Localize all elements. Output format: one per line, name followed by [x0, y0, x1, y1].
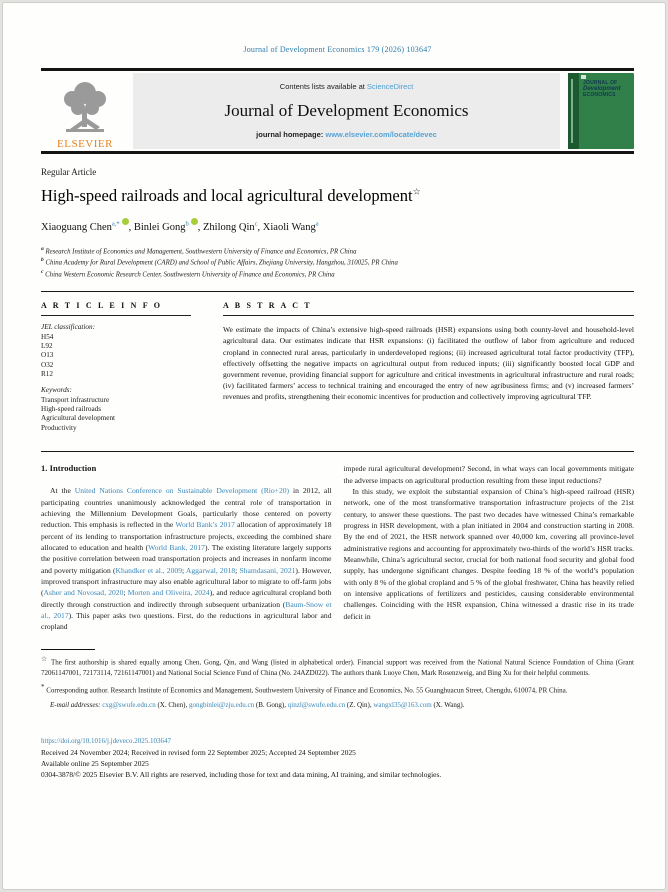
author-2-affil-sup: b [185, 220, 189, 227]
footnote-corresponding-author: * Corresponding author. Research Institute of Economics and Management, Southwestern University of Finance and Economics, No. 55 Guanghuacun Street, Chengdu, 610074, PR China. [41, 682, 568, 695]
text-segment: (B. Gong), [254, 700, 288, 709]
jel-label: JEL classification: [41, 323, 95, 332]
author-3[interactable]: Zhilong Qin$^c$, [203, 220, 263, 233]
text-segment: ; [123, 588, 128, 598]
text-segment: ). This paper asks two questions. First, do the reductions in agricultural labor and cropland [41, 611, 332, 632]
cover-title: JOURNAL OF Development ECONOMICS [583, 80, 621, 98]
cover-spine [568, 73, 579, 149]
jel-code: H54 [41, 332, 54, 341]
page-sheet [2, 2, 666, 890]
journal-header [41, 71, 634, 151]
author-1[interactable]: Xiaoguang Chen$^{a,*}$ , [41, 220, 134, 233]
jel-code: O32 [41, 360, 54, 369]
jel-code: O13 [41, 351, 54, 360]
jel-code: R12 [41, 369, 53, 378]
body-right-column [344, 463, 635, 632]
paper-title: High-speed railroads and local agricultural development☆ [41, 186, 421, 205]
keyword: Productivity [41, 423, 77, 432]
cover-notch [581, 75, 586, 79]
inline-link[interactable]: Morten and Oliveira, 2024 [127, 588, 210, 598]
copyright-line: 0304-3878/© 2025 Elsevier B.V. All rights are reserved, including those for text and data mining, AI training, and similar technologies. [41, 770, 442, 780]
inline-link[interactable]: Aggarwal, 2018 [185, 565, 236, 575]
text-segment: (X. Chen), [155, 700, 189, 709]
keyword: Agricultural development [41, 414, 116, 423]
article-info-heading: A R T I C L E I N F O [41, 300, 163, 310]
keyword: High-speed railroads [41, 405, 102, 414]
abstract-underline [223, 315, 634, 316]
inline-link[interactable]: World Bank’s 2017 [175, 520, 235, 530]
article-type-label: Regular Article [41, 167, 97, 177]
inline-link[interactable]: wangxl35@163.com [373, 700, 432, 709]
author-2[interactable]: Binlei Gong$^b$ , [133, 220, 204, 233]
journal-cover-thumbnail[interactable] [568, 73, 634, 149]
article-info-underline [41, 315, 191, 316]
info-abstract-block [41, 292, 634, 440]
inline-link[interactable]: cxg@swufe.edu.cn [102, 700, 156, 709]
article-footer [41, 736, 634, 780]
sciencedirect-link[interactable]: ScienceDirect [366, 82, 414, 91]
text-segment: ). The existing literature largely supports the positive correlation between road transportation projects and increases in nonfarm income and poverty mitigation ( [41, 543, 332, 575]
homepage-url-link[interactable]: www.elsevier.com/locate/devec [325, 130, 437, 139]
abstract-column [209, 301, 634, 440]
text-segment: ), and reduce agricultural cropland both directly through construction and indirectly through subsequent urbanization ( [41, 588, 332, 609]
intro-paragraph-1-continued: impede rural agricultural development? Second, in what ways can local governments mitigate the adverse impacts on agricultural production resulting from these input reductions? [343, 464, 634, 485]
text-segment: in 2012, all participating countries unanimously acknowledged the central role of transportation in achieving the Millennium Development Goals, particularly those centered on poverty reduction. This emphasis is reflected in the [41, 486, 332, 530]
abstract-heading: A B S T R A C T [223, 300, 312, 310]
affiliation-b: $^b$ China Academy for Rural Development (CARD) and School of Public Affairs, Zhejiang University, Hangzhou, 310025, PR China [41, 257, 398, 267]
inline-link[interactable]: gongbinlei@zju.edu.cn [188, 700, 255, 709]
keywords-label: Keywords: [41, 386, 72, 395]
title-footnote-mark[interactable]: ☆ [412, 186, 421, 197]
header-bottom-rule [41, 151, 634, 154]
author-3-affil-sup: c [254, 220, 258, 227]
body-columns [41, 463, 634, 632]
author-1-affil-sup: a,* [111, 220, 120, 227]
text-segment: At the [50, 486, 75, 496]
info-block-bottom-rule [41, 451, 634, 452]
elsevier-logo [41, 71, 133, 151]
intro-paragraph-2: In this study, we exploit the substantial expansion of China’s high-speed railroad (HSR) network, one of the most transformative transportation infrastructure projects of the 21st century, to answer these questions. The past two decades have witnessed China’s remarkable progress in HSR development, with a plan initiated in 2004 and construction starting in 2008. By the end of 2021, the HSR network spanned over 40,000 km, covering all province-level administrative regions and accounting for approximately two-thirds of the world’s HSR tracks. Meanwhile, China’s agricultural sector, crucial for both national food security and global food supply, has undergone significant changes. Despite feeding 18 % of the world’s population with only 8 % of the global cropland and 5 % of the global freshwater, China has heavily relied on intensive applications of fertilizers and pesticides, causing considerable environmental challenges. Coinciding with the HSR expansion, China witnessed a drastic rise in its trade deficit in [343, 486, 634, 621]
keyword: Transport infrastructure [41, 395, 110, 404]
footnote-funding: ☆ The first authorship is shared equally among Chen, Gong, Qin, and Wang (listed in alphabetical order). Financial support was received from the National Natural Science Foundation of China (Grant 72061147001, 72173114, 72161147001) and National Social Science Fund of China (No. 24AZD022). The authors thank Luoye Chen, Mark Rosenzweig, and Bing Xu for their helpful comments. [41, 654, 634, 677]
inline-link[interactable]: United Nations Conference on Sustainable Development (Rio+20) [74, 486, 290, 496]
header-band [133, 73, 560, 149]
contents-line [139, 82, 554, 91]
abstract-text: We estimate the impacts of China’s extensive high-speed railroads (HSR) expansions using both county-level and household-level agricultural data. Our estimates indicate that HSR expansions: (i) facilitated the outflow of labor from agriculture and reduced cropland in connected rural areas, particularly in underdeveloped regions; (ii) increased agricultural total factor productivity (TFP), effectively offsetting the negative impacts on agricultural output from reduced inputs; (iii) significantly boosted local GDP and government revenue, providing financial support for agriculture and critical investments in agricultural infrastructure and rural roads; (iv) facilitated farmers’ access to technical training and encouraged the entry of new agribusiness firms; and (v) increased farmers’ revenues and profits, strengthening their economic incentives for production and collectively improving agricultural TFP. [223, 325, 634, 402]
inline-link[interactable]: Asher and Novosad, 2020 [43, 588, 124, 598]
contents-prefix: Contents lists available at [279, 82, 367, 91]
cover-spine-stripe [571, 79, 573, 143]
inline-link[interactable]: World Bank, 2017 [148, 543, 205, 553]
author-list [41, 218, 634, 233]
intro-paragraph-1 [41, 485, 332, 632]
text-segment: E-mail addresses: [50, 700, 103, 709]
body-left-column [41, 463, 332, 632]
journal-title: Journal of Development Economics [224, 100, 469, 120]
footnote-divider [41, 649, 95, 650]
affiliation-a: $^a$ Research Institute of Economics and Management, Southwestern University of Finance and Economics, PR China [41, 245, 357, 255]
text-segment: ; [182, 565, 186, 575]
footnote-emails [41, 700, 634, 710]
text-segment: (X. Wang). [431, 700, 465, 709]
article-info-column [41, 301, 209, 440]
text-segment: allocation of approximately 18 percent of its lending to transportation infrastructure projects, exceeding the combined share allocated to education and health ( [41, 520, 332, 553]
received-dates: Received 24 November 2024; Received in revised form 22 September 2025; Accepted 24 September 2025 [41, 748, 356, 758]
available-online: Available online 25 September 2025 [41, 759, 149, 769]
inline-link[interactable]: qinzl@swufe.edu.cn [287, 700, 346, 709]
inline-link[interactable]: Khandker et al., 2009 [115, 565, 182, 575]
elsevier-tree-icon [58, 79, 112, 137]
elsevier-wordmark: ELSEVIER [57, 138, 113, 150]
running-head-citation: Journal of Development Economics 179 (2026) 103647 [243, 45, 432, 54]
homepage-line [139, 130, 554, 139]
section-heading-introduction: 1. Introduction [41, 463, 97, 474]
inline-link[interactable]: Baum-Snow et al., 2017 [41, 599, 332, 621]
jel-code: L92 [41, 342, 53, 351]
author-4[interactable]: Xiaoli Wang$^a$ [262, 220, 319, 233]
homepage-label: journal homepage: [256, 130, 326, 139]
text-segment: ). However, improved transport infrastructure may also enable agricultural labor to migrate to off-farm jobs ( [41, 565, 332, 598]
text-segment: ; [235, 565, 240, 575]
doi-link[interactable]: https://doi.org/10.1016/j.jdeveco.2025.103647 [41, 737, 171, 746]
inline-link[interactable]: Shamdasani, 2021 [239, 565, 296, 575]
affiliation-c: $^c$ China Western Economic Research Center, Southwestern University of Finance and Economics, PR China [41, 268, 335, 279]
affiliation-list [41, 245, 634, 280]
text-segment: (Z. Qin), [345, 700, 374, 709]
author-4-affil-sup: a [315, 220, 319, 227]
orcid-icon[interactable] [122, 218, 129, 225]
orcid-icon[interactable] [191, 218, 198, 225]
